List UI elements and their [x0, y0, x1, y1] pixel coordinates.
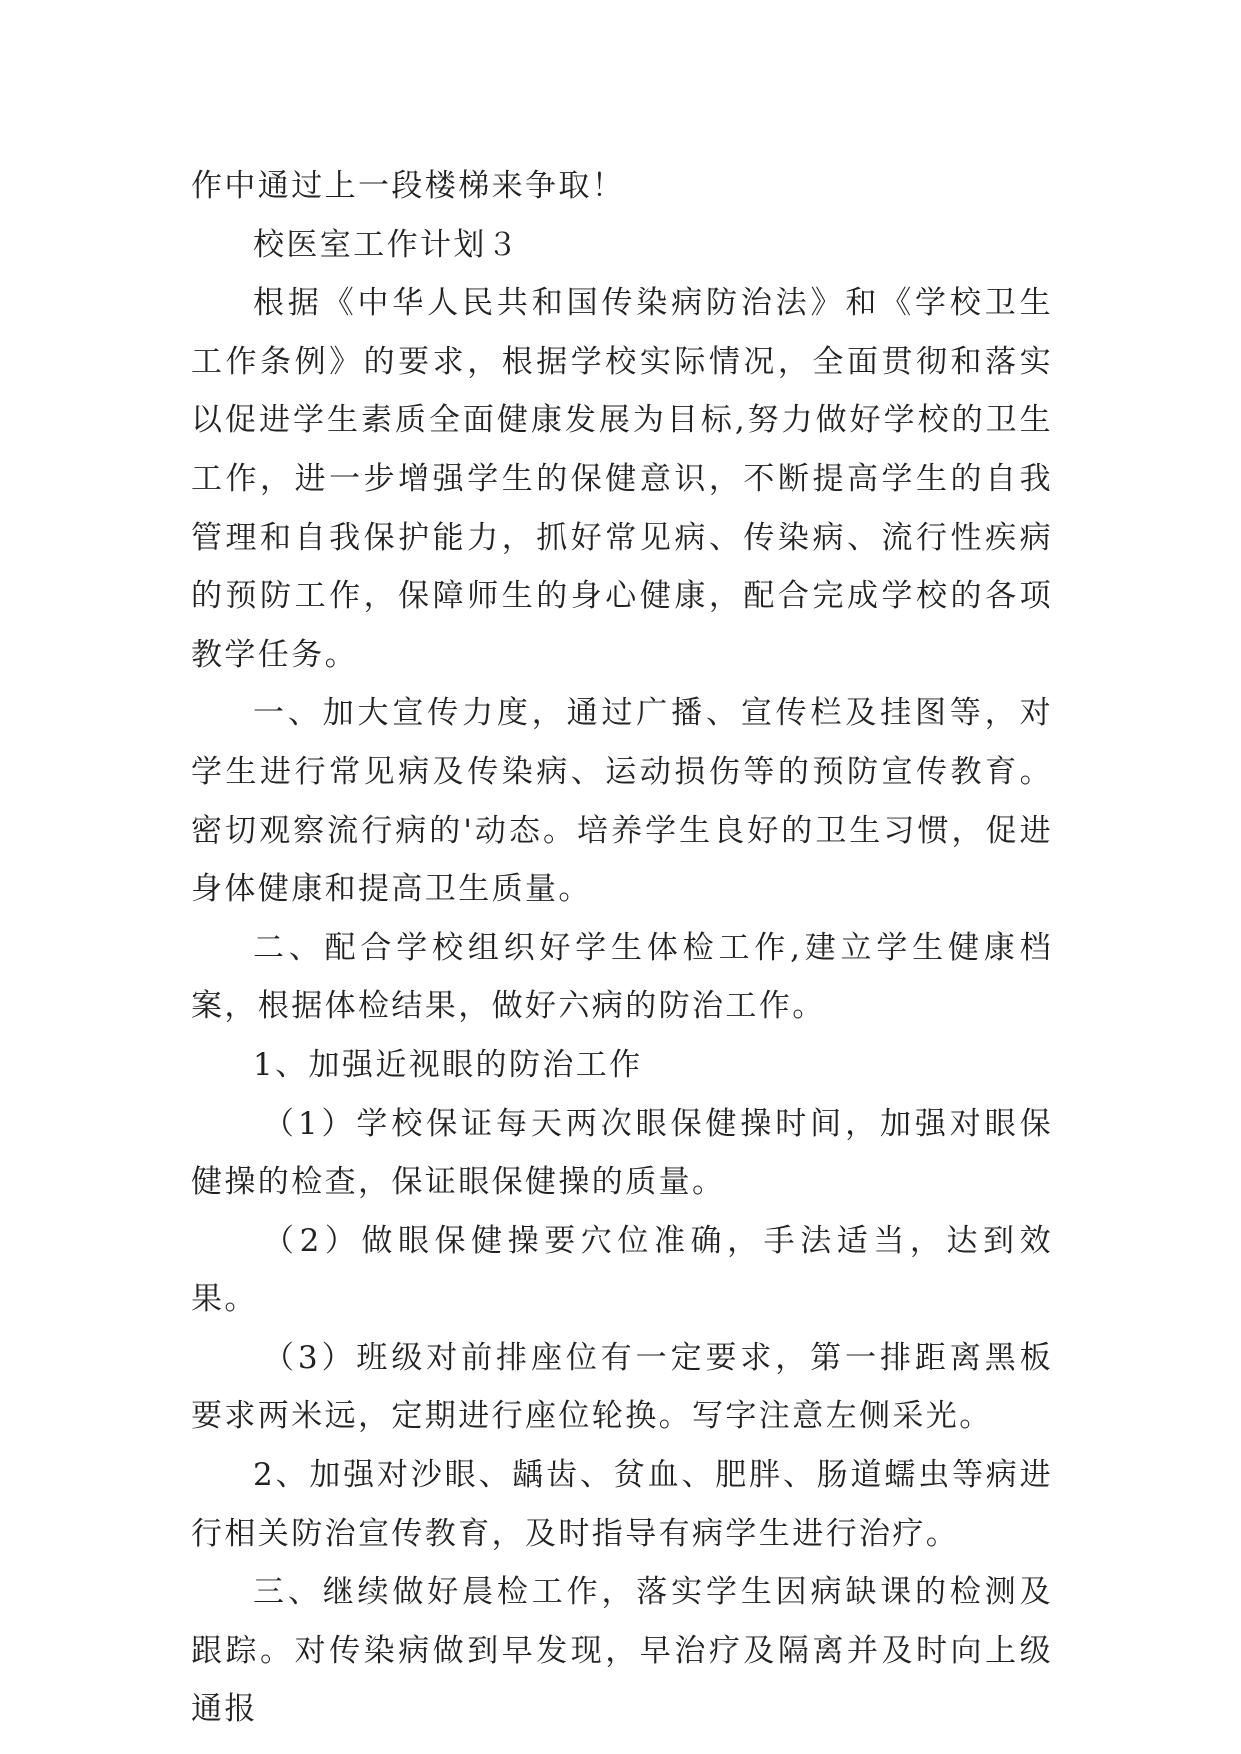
- document-body: [191, 157, 1053, 1739]
- list-item-1: （1）学校保证每天两次眼保健操时间，加强对眼保健操的检查，保证眼保健操的质量。: [191, 1105, 1053, 1201]
- paragraph-item-1: 一、加大宣传力度，通过广播、宣传栏及挂图等，对学生进行常见病及传染病、运动损伤等的预防宣传教育。密切观察流行病的'动态。培养学生良好的卫生习惯，促进身体健康和提高卫生质量。: [191, 695, 1053, 908]
- section-heading: 校医室工作计划３: [253, 226, 521, 263]
- list-item-3: （3）班级对前排座位有一定要求，第一排距离黑板要求两米远，定期进行座位轮换。写字注意左侧采光。: [191, 1339, 1053, 1435]
- paragraph-item-3: 三、继续做好晨检工作，落实学生因病缺课的检测及跟踪。对传染病做到早发现，早治疗及隔离并及时向上级通报: [191, 1574, 1053, 1728]
- subheading-diseases: 2、加强对沙眼、龋齿、贫血、肥胖、肠道蠕虫等病进行相关防治宣传教育，及时指导有病学生进行治疗。: [191, 1457, 1053, 1552]
- subheading-myopia: 1、加强近视眼的防治工作: [253, 1046, 643, 1083]
- list-item-2: （2）做眼保健操要穴位准确，手法适当，达到效果。: [191, 1222, 1053, 1318]
- paragraph-continuation: 作中通过上一段楼梯来争取！: [191, 168, 626, 204]
- paragraph-item-2: 二、配合学校组织好学生体检工作,建立学生健康档案，根据体检结果，做好六病的防治工作。: [191, 929, 1053, 1025]
- paragraph-intro: 根据《中华人民共和国传染病防治法》和《学校卫生工作条例》的要求，根据学校实际情况，全面贯彻和落实以促进学生素质全面健康发展为目标,努力做好学校的卫生工作，进一步增强学生的保健意识，不断提高学生的自我管理和自我保护能力，抓好常见病、传染病、流行性疾病的预防工作，保障师生的身心健康，配合完成学校的各项教学任务。: [191, 285, 1053, 673]
